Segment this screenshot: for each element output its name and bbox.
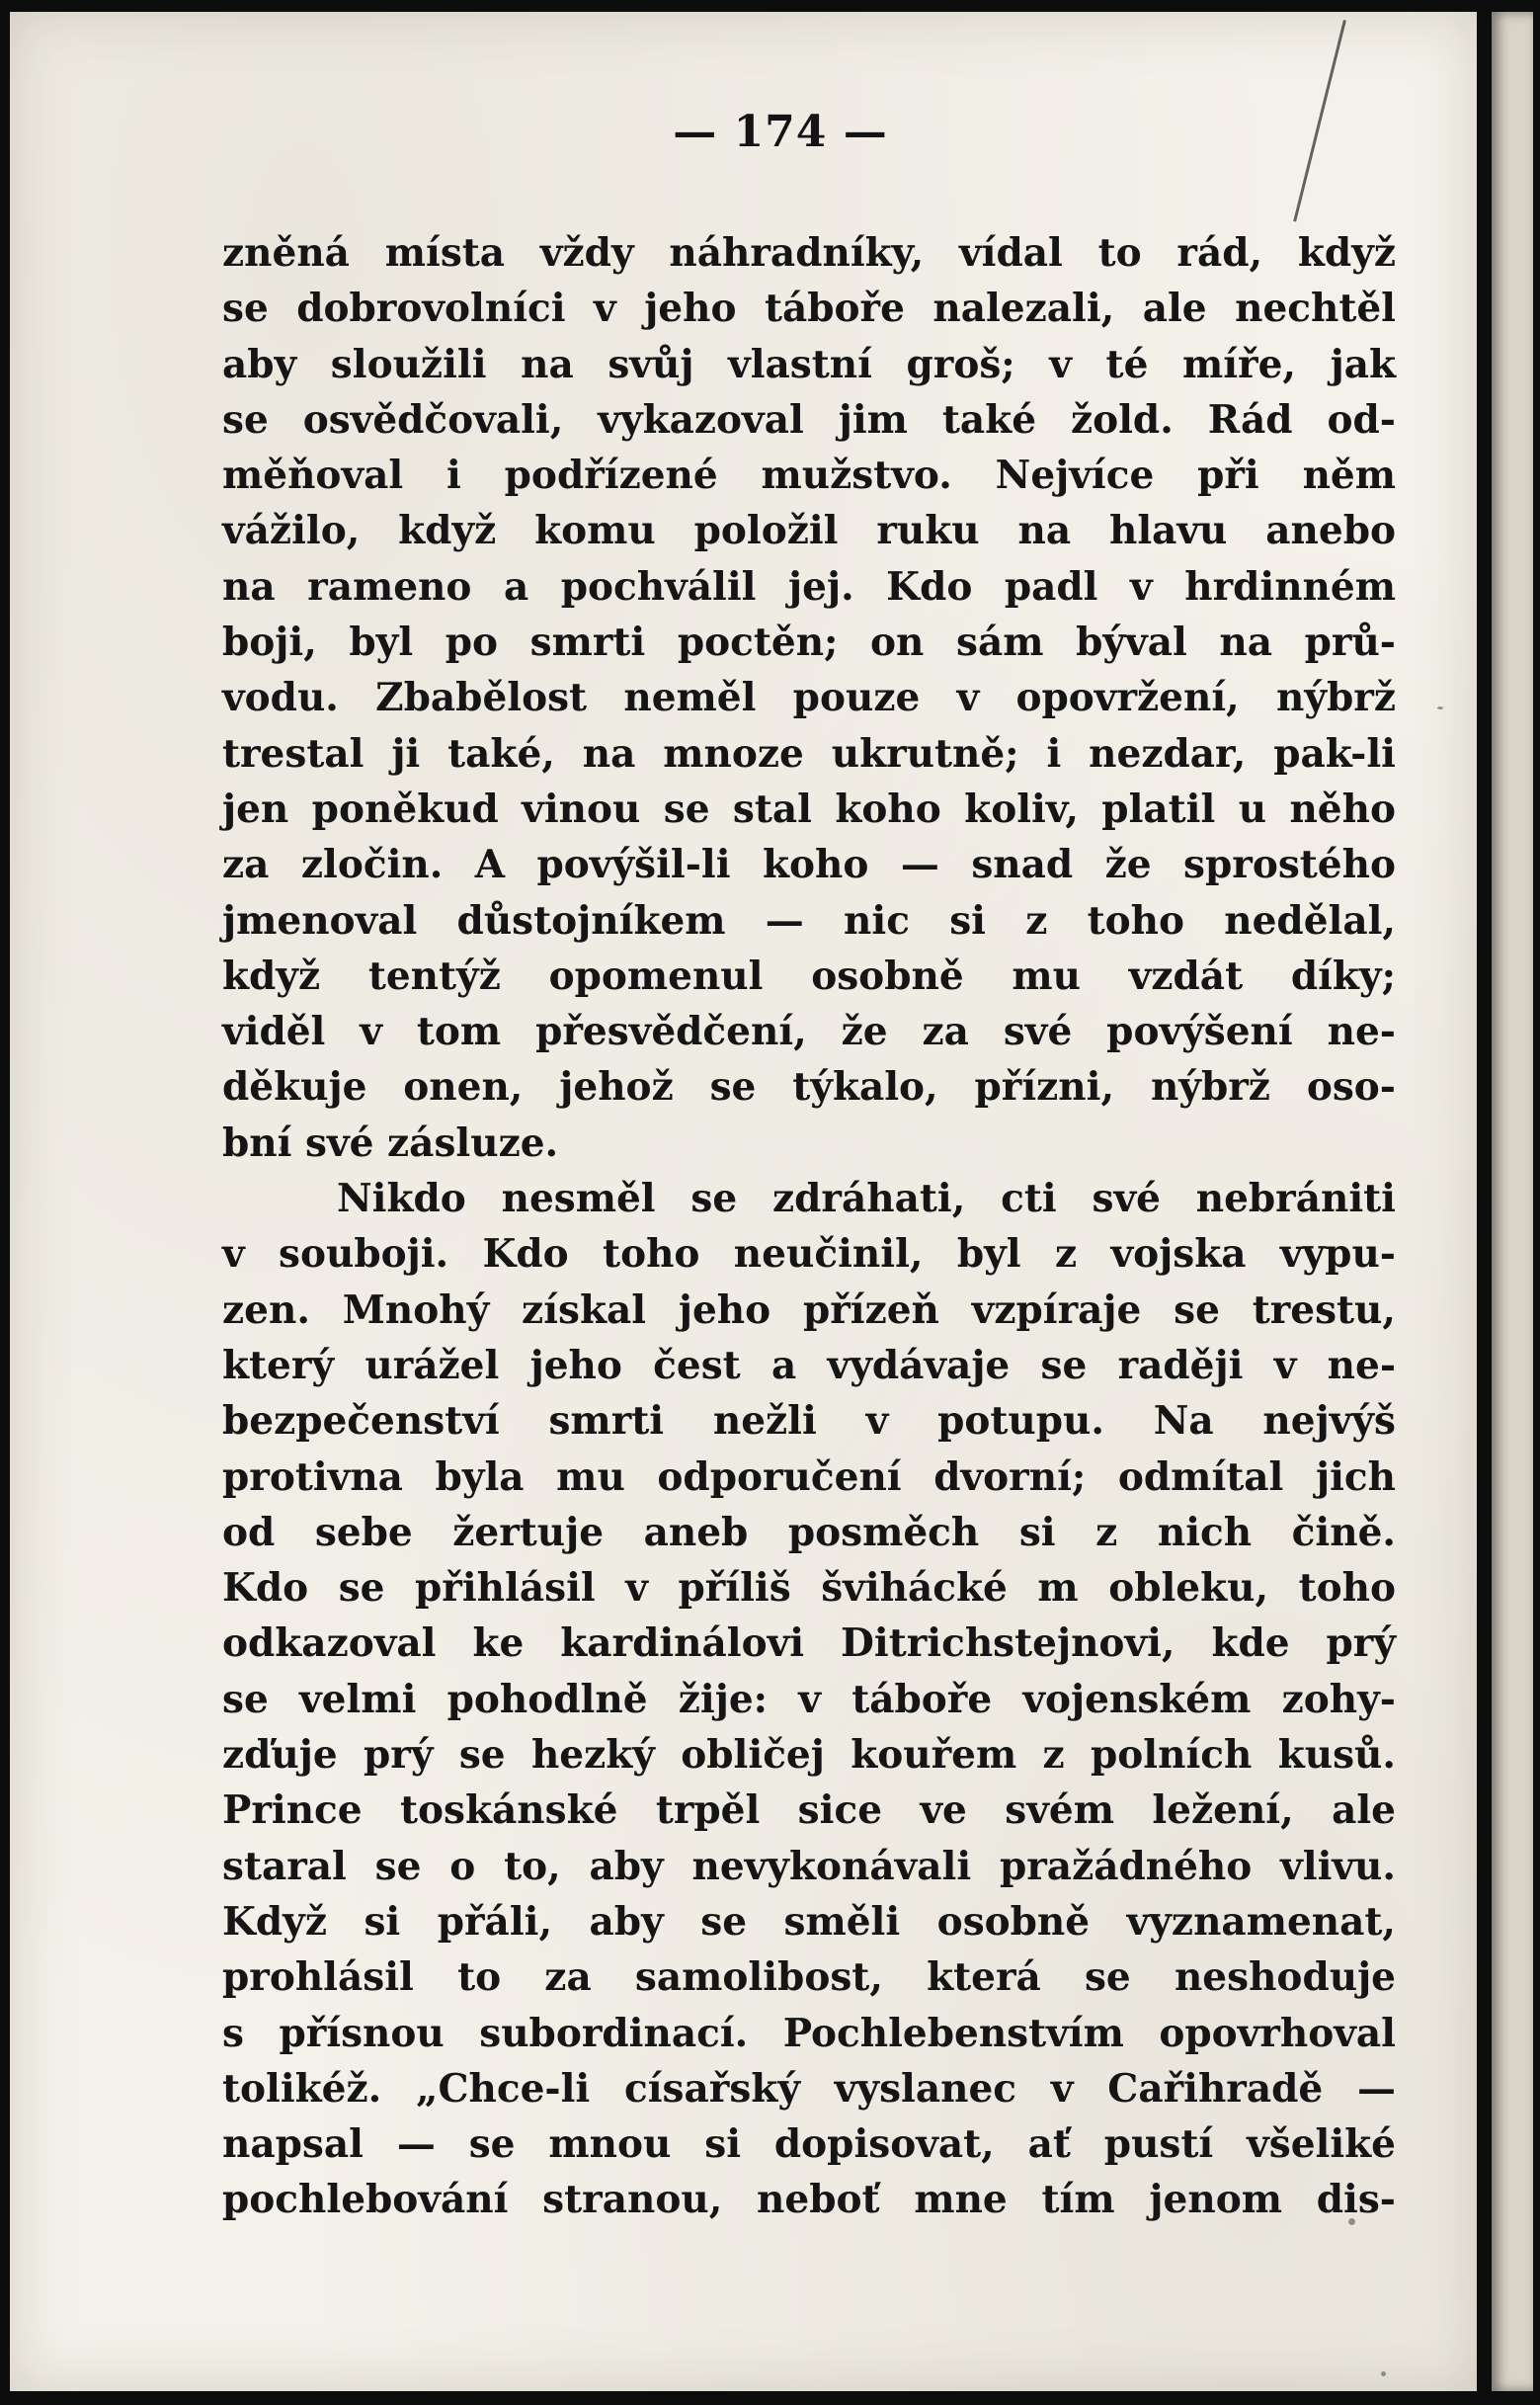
text-line: zďuje prý se hezký obličej kouřem z polních kusů. [222,1732,1396,1779]
text-line: zněná místa vždy náhradníky, vídal to rád, když [222,230,1396,276]
text-line: zen. Mnohý získal jeho přízeň vzpíraje se trestu, [222,1286,1396,1333]
text-line: který urážel jeho čest a vydávaje se raději v ne- [222,1342,1396,1388]
text-line: Kdo se přihlásil v příliš švihácké m obleku, toho [222,1565,1396,1612]
ink-speck [1381,2371,1386,2376]
text-line: měňoval i podřízené mužstvo. Nejvíce při něm [222,453,1396,499]
text-line: trestal ji také, na mnoze ukrutně; i nezdar, pak-li [222,730,1396,777]
text-line: pochlebování stranou, neboť mne tím jenom dis- [222,2177,1396,2223]
text-line: se dobrovolníci v jeho táboře nalezali, ale nechtěl [222,286,1396,332]
page-number: — 174 — [673,107,888,157]
text-line: za zločin. A povýšil-li koho — snad že sprostého [222,842,1396,888]
text-line: když tentýž opomenul osobně mu vzdát díky; [222,953,1396,999]
text-line: viděl v tom přesvědčení, že za své povýšení ne- [222,1009,1396,1055]
body-text [222,225,1396,2228]
text-line: protivna byla mu odporučení dvorní; odmítal jich [222,1453,1396,1500]
text-line: odkazoval ke kardinálovi Ditrichstejnovi, kde prý [222,1620,1396,1667]
text-line: Prince toskánské trpěl sice ve svém ležení, ale [222,1787,1396,1834]
text-line: v souboji. Kdo toho neučinil, byl z vojska vypu- [222,1231,1396,1278]
text-line: od sebe žertuje aneb posměch si z nich čině. [222,1509,1396,1555]
text-line: jen poněkud vinou se stal koho koliv, platil u něho [222,786,1396,832]
text-line: bezpečenství smrti nežli v potupu. Na nejvýš [222,1398,1396,1445]
text-line: prohlásil to za samolibost, která se neshoduje [222,1954,1396,2001]
next-page-edge [1492,12,1533,2391]
text-line: se velmi pohodlně žije: v táboře vojenském zohy- [222,1676,1396,1722]
text-line: děkuje onen, jehož se týkalo, přízni, nýbrž oso- [222,1064,1396,1111]
text-line: na rameno a pochválil jej. Kdo padl v hrdinném [222,563,1396,610]
text-line: boji, byl po smrti poctěn; on sám býval na prů- [222,620,1396,666]
ink-speck [1437,706,1443,709]
text-line: se osvědčovali, vykazoval jim také žold. Rád od- [222,396,1396,443]
text-line: Když si přáli, aby se směli osobně vyznamenat, [222,1898,1396,1945]
text-line: vodu. Zbabělost neměl pouze v opovržení, nýbrž [222,675,1396,721]
paragraph-end-line: bní své zásluze. [222,1120,559,1166]
text-line: tolikéž. „Chce-li císařský vyslanec v Cařihradě — [222,2065,1396,2112]
text-line: jmenoval důstojníkem — nic si z toho nedělal, [222,897,1396,944]
paragraph-start-line: Nikdo nesměl se zdráhati, cti své nebrániti [337,1176,1396,1222]
text-line: napsal — se mnou si dopisovat, ať pustí všeliké [222,2121,1396,2168]
text-line: vážilo, když komu položil ruku na hlavu anebo [222,508,1396,554]
text-line: staral se o to, aby nevykonávali pražádného vlivu. [222,1843,1396,1889]
text-line: aby sloužili na svůj vlastní groš; v té míře, jak [222,341,1396,387]
text-line: s přísnou subordinací. Pochlebenstvím opovrhoval [222,2010,1396,2056]
